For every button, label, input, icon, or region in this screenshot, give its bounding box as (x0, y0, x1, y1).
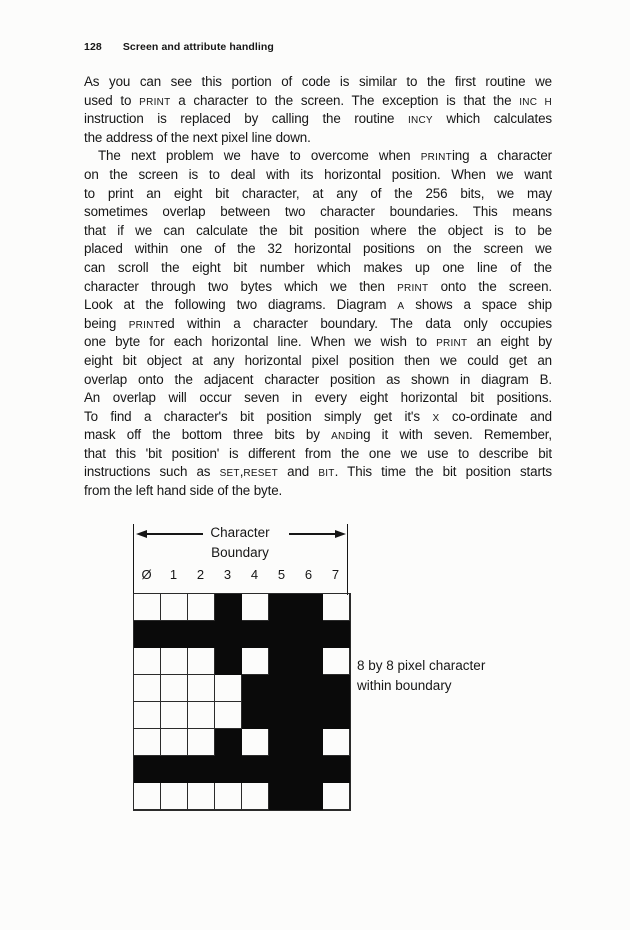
text-line: character through two bytes which we then PRINT onto the screen. (84, 278, 552, 294)
grid-cell-filled (323, 702, 350, 729)
small-caps-term: INCY (407, 115, 433, 127)
text-line: eight bit object at any horizontal pixel position then we could get an (84, 352, 552, 368)
bit-column-label: 2 (196, 567, 205, 582)
grid-cell-empty (215, 702, 242, 729)
grid-cell-filled (215, 648, 242, 675)
boundary-tick-right (347, 524, 348, 595)
grid-cell-empty (134, 648, 161, 675)
bit-column-label: 4 (250, 567, 259, 582)
grid-cell-empty (215, 675, 242, 702)
grid-cell-empty (188, 702, 215, 729)
grid-cell-filled (296, 594, 323, 621)
running-head (84, 41, 274, 53)
bit-column-label: Ø (141, 567, 152, 582)
pixel-grid (133, 593, 351, 811)
small-caps-term: PRINT (139, 96, 171, 108)
grid-cell-empty (161, 783, 188, 810)
left-arrow-icon (136, 530, 147, 538)
grid-cell-filled (296, 702, 323, 729)
text-line: placed within one of the 32 horizontal positions on the screen we (84, 241, 552, 257)
grid-cell-empty (242, 648, 269, 675)
text-line: instructions such as SET,RESET and BIT. This time the bit position starts (84, 464, 552, 480)
left-arrow-line (145, 533, 203, 535)
small-caps-term: PRINT (397, 282, 429, 294)
grid-cell-empty (188, 648, 215, 675)
grid-cell-filled (269, 675, 296, 702)
page-number: 128 (84, 41, 102, 53)
grid-cell-empty (188, 729, 215, 756)
diagram-label-boundary: Boundary (211, 545, 269, 560)
right-arrow-icon (335, 530, 346, 538)
grid-cell-filled (269, 783, 296, 810)
text-line: The next problem we have to overcome when PRINTing a character (98, 148, 552, 164)
grid-cell-filled (323, 756, 350, 783)
grid-cell-empty (134, 729, 161, 756)
grid-cell-filled (269, 756, 296, 783)
bit-column-label: 7 (331, 567, 340, 582)
grid-cell-empty (242, 594, 269, 621)
text-line: instruction is replaced by calling the routine INCY which calculates (84, 111, 552, 127)
grid-cell-filled (296, 621, 323, 648)
small-caps-term: PRINT (436, 338, 468, 350)
grid-cell-empty (242, 729, 269, 756)
small-caps-term: INC H (519, 96, 552, 108)
grid-cell-empty (161, 648, 188, 675)
text-line: that this 'bit position' is different from the one we use to describe bit (84, 445, 552, 461)
text-line: To find a character's bit position simply get it's X co-ordinate and (84, 408, 552, 424)
bit-column-label: 6 (304, 567, 313, 582)
small-caps-term: A (397, 301, 405, 313)
grid-cell-empty (161, 729, 188, 756)
right-arrow-line (289, 533, 337, 535)
text-line: Look at the following two diagrams. Diagram A shows a space ship (84, 297, 552, 313)
annotation-line-2: within boundary (357, 678, 452, 693)
grid-cell-empty (134, 594, 161, 621)
grid-cell-empty (161, 675, 188, 702)
grid-cell-filled (242, 675, 269, 702)
grid-cell-empty (161, 702, 188, 729)
annotation-line-1: 8 by 8 pixel character (357, 658, 486, 673)
grid-cell-empty (188, 783, 215, 810)
small-caps-term: BIT (318, 468, 335, 480)
grid-cell-filled (296, 648, 323, 675)
grid-cell-filled (215, 621, 242, 648)
text-line: An overlap will occur seven in every eight horizontal bit positions. (84, 390, 552, 406)
small-caps-term: X (432, 412, 440, 424)
grid-cell-filled (296, 756, 323, 783)
grid-cell-filled (134, 756, 161, 783)
grid-cell-empty (134, 702, 161, 729)
text-line: used to PRINT a character to the screen. The exception is that the INC H (84, 92, 552, 108)
grid-cell-filled (215, 594, 242, 621)
grid-cell-filled (296, 729, 323, 756)
running-head-title: Screen and attribute handling (122, 41, 274, 53)
bit-column-label: 1 (169, 567, 178, 582)
text-line: to print an eight bit character, at any of the 256 bits, we may (84, 185, 552, 201)
small-caps-term: SET (219, 468, 240, 480)
grid-cell-filled (215, 729, 242, 756)
grid-cell-empty (323, 729, 350, 756)
grid-cell-empty (188, 594, 215, 621)
grid-cell-empty (323, 783, 350, 810)
grid-cell-filled (242, 756, 269, 783)
grid-cell-empty (134, 675, 161, 702)
text-line: being PRINTed within a character boundary. The data only occupies (84, 315, 552, 331)
grid-cell-filled (296, 783, 323, 810)
small-caps-term: PRINT (128, 319, 160, 331)
text-line: can scroll the eight bit number which makes up one line of the (84, 259, 552, 275)
grid-cell-empty (242, 783, 269, 810)
grid-cell-filled (242, 702, 269, 729)
grid-cell-filled (188, 756, 215, 783)
grid-cell-empty (215, 783, 242, 810)
grid-cell-filled (269, 729, 296, 756)
diagram-label-character: Character (210, 525, 270, 540)
bit-column-label: 3 (223, 567, 232, 582)
bit-column-label: 5 (277, 567, 286, 582)
text-line: mask off the bottom three bits by ANDing it with seven. Remember, (84, 427, 553, 443)
grid-cell-filled (134, 621, 161, 648)
small-caps-term: RESET (243, 468, 278, 480)
text-line: that if we can calculate the bit position where the object is to be (84, 222, 552, 238)
text-line: from the left hand side of the byte. (84, 483, 283, 499)
small-caps-term: PRINT (420, 152, 452, 164)
grid-cell-filled (269, 648, 296, 675)
grid-cell-filled (269, 702, 296, 729)
grid-cell-filled (323, 675, 350, 702)
grid-cell-empty (134, 783, 161, 810)
grid-cell-empty (161, 594, 188, 621)
grid-cell-filled (242, 621, 269, 648)
bit-column-labels (133, 567, 349, 582)
grid-cell-filled (161, 756, 188, 783)
grid-cell-filled (323, 621, 350, 648)
body-text (84, 73, 552, 501)
grid-cell-filled (269, 621, 296, 648)
grid-cell-empty (323, 648, 350, 675)
boundary-tick-left (133, 524, 134, 595)
text-line: sometimes overlap between two character boundaries. This means (84, 204, 552, 220)
grid-cell-filled (188, 621, 215, 648)
grid-cell-filled (269, 594, 296, 621)
small-caps-term: AND (331, 431, 353, 443)
text-line: on the screen is to deal with its horizontal position. When we want (84, 166, 552, 182)
text-line: the address of the next pixel line down. (84, 129, 311, 145)
diagram-annotation (357, 656, 485, 696)
grid-cell-filled (215, 756, 242, 783)
grid-cell-filled (161, 621, 188, 648)
grid-cell-empty (323, 594, 350, 621)
text-line: As you can see this portion of code is similar to the first routine we (84, 74, 552, 89)
text-line: overlap onto the adjacent character position as shown in diagram B. (84, 371, 552, 387)
text-line: one byte for each horizontal line. When we wish to PRINT an eight by (84, 334, 552, 350)
grid-cell-empty (188, 675, 215, 702)
grid-cell-filled (296, 675, 323, 702)
